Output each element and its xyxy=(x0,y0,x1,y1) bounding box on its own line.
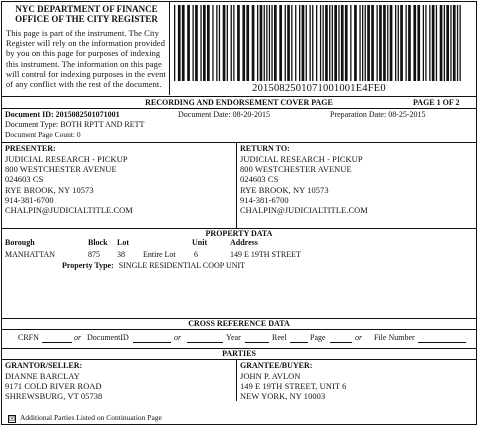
column-divider xyxy=(236,142,237,228)
reel-field xyxy=(290,342,308,343)
crfn-label: CRFN xyxy=(18,333,39,342)
grantor-city: SHREWSBURG, VT 05738 xyxy=(5,392,103,402)
page-count-row xyxy=(5,131,81,139)
block-value: 875 xyxy=(88,250,100,259)
notice-line: by you on this page for purposes of indexing xyxy=(6,49,161,59)
property-type-value: SINGLE RESIDENTIAL COOP UNIT xyxy=(118,261,246,270)
return-to-heading: RETURN TO: xyxy=(240,144,290,153)
notice-line: Register will rely on the information provided xyxy=(6,39,166,49)
grantee-street: 149 E 19TH STREET, UNIT 6 xyxy=(240,382,347,392)
unit-value: 6 xyxy=(194,250,198,259)
document-id-label: Document ID: xyxy=(5,110,54,119)
page-count-value: 0 xyxy=(76,130,81,139)
cross-reference-heading: CROSS REFERENCE DATA xyxy=(188,319,290,328)
document-date-label: Document Date: xyxy=(178,110,231,119)
column-address: Address xyxy=(230,238,258,247)
return-to-email: CHALPIN@JUDICIALTITLE.COM xyxy=(240,206,368,216)
presenter-line: JUDICIAL RESEARCH - PICKUP xyxy=(5,155,128,164)
presenter-address xyxy=(5,155,133,216)
notice-line: will control for indexing purposes in the event xyxy=(6,69,166,79)
rule xyxy=(2,359,476,360)
document-date-row xyxy=(178,111,270,119)
grantor-street: 9171 COLD RIVER ROAD xyxy=(5,382,102,392)
preparation-date-label: Preparation Date: xyxy=(330,110,387,119)
or-label: or xyxy=(74,333,82,342)
return-to-line: 800 WESTCHESTER AVENUE xyxy=(240,165,352,175)
column-block: Block xyxy=(88,238,108,247)
year-label: Year xyxy=(226,333,241,342)
presenter-email: CHALPIN@JUDICIALTITLE.COM xyxy=(5,206,133,216)
return-to-address xyxy=(240,155,368,216)
grantee-name: JOHN P. AVLON xyxy=(240,372,301,381)
column-borough: Borough xyxy=(5,238,35,247)
year-field xyxy=(245,342,269,343)
document-type-row xyxy=(5,121,144,129)
file-number-label: File Number xyxy=(374,333,415,342)
document-id-ref-label: DocumentID xyxy=(87,333,129,342)
column-lot: Lot xyxy=(117,238,129,247)
document-id-row xyxy=(5,111,120,119)
page-label: Page xyxy=(310,333,326,342)
page-of-indicator: PAGE 1 OF 2 xyxy=(413,98,460,107)
grantor-name: DIANNE BARCLAY xyxy=(5,372,80,381)
borough-value: MANHATTAN xyxy=(5,250,56,259)
reel-label: Reel xyxy=(272,333,287,342)
notice-line: of any conflict with the rest of the document. xyxy=(6,80,162,90)
presenter-line: 800 WESTCHESTER AVENUE xyxy=(5,165,117,175)
grantee-city: NEW YORK, NY 10003 xyxy=(240,392,326,402)
barcode xyxy=(172,5,466,81)
presenter-heading: PRESENTER: xyxy=(5,144,56,153)
office-name: OFFICE OF THE CITY REGISTER xyxy=(15,14,158,24)
notice-line: This page is part of the instrument. The City xyxy=(6,29,159,38)
grantor-details xyxy=(5,372,102,403)
page-count-label: Document Page Count: xyxy=(5,130,75,139)
property-type-row xyxy=(62,262,245,270)
or-label: or xyxy=(174,333,182,342)
additional-parties-checkbox[interactable]: ☒ xyxy=(9,415,16,423)
property-data-heading: PROPERTY DATA xyxy=(205,229,273,238)
page-field xyxy=(330,342,352,343)
additional-parties-row xyxy=(8,414,162,423)
preparation-date-row xyxy=(330,111,426,119)
crfn-field xyxy=(42,342,72,343)
column-unit: Unit xyxy=(192,238,208,247)
presenter-line: RYE BROOK, NY 10573 xyxy=(5,185,94,195)
additional-parties-label: Additional Parties Listed on Continuation Page xyxy=(20,413,162,422)
grantee-details xyxy=(240,372,346,403)
return-to-line: 914-381-6700 xyxy=(240,195,289,205)
presenter-line: 914-381-6700 xyxy=(5,195,54,205)
or-label: or xyxy=(355,333,363,342)
presenter-line: 024603 CS xyxy=(5,175,44,185)
property-type-label: Property Type: xyxy=(62,261,114,270)
document-id-field xyxy=(133,342,171,343)
rule xyxy=(2,329,476,330)
return-to-line: JUDICIAL RESEARCH - PICKUP xyxy=(240,155,363,164)
cross-ref-field xyxy=(187,342,223,343)
preparation-date-value: 08-25-2015 xyxy=(388,110,426,119)
return-to-line: 024603 CS xyxy=(240,175,279,185)
cover-title: RECORDING AND ENDORSEMENT COVER PAGE xyxy=(145,98,333,107)
rule xyxy=(2,96,476,97)
document-type-value: BOTH RPTT AND RETT xyxy=(60,120,145,129)
grantor-heading: GRANTOR/SELLER: xyxy=(5,361,83,370)
document-date-value: 08-20-2015 xyxy=(232,110,270,119)
document-id-value: 2015082501071001 xyxy=(55,110,120,119)
grantee-heading: GRANTEE/BUYER: xyxy=(240,361,313,370)
rule xyxy=(2,108,476,109)
lot-type-value: Entire Lot xyxy=(143,250,176,259)
header-divider xyxy=(169,2,170,95)
file-number-field xyxy=(418,342,466,343)
lot-value: 38 xyxy=(117,250,125,259)
parties-heading: PARTIES xyxy=(222,349,256,358)
indexing-notice xyxy=(6,29,166,90)
return-to-line: RYE BROOK, NY 10573 xyxy=(240,185,329,195)
column-divider xyxy=(236,359,237,401)
notice-line: this instrument. The information on this page xyxy=(6,59,162,69)
rule xyxy=(2,142,476,143)
address-value: 149 E 19TH STREET xyxy=(230,250,301,259)
barcode-number: 2015082501071001001E4FE0 xyxy=(252,83,386,94)
document-type-label: Document Type: xyxy=(5,120,59,129)
agency-name: NYC DEPARTMENT OF FINANCE xyxy=(15,4,158,14)
